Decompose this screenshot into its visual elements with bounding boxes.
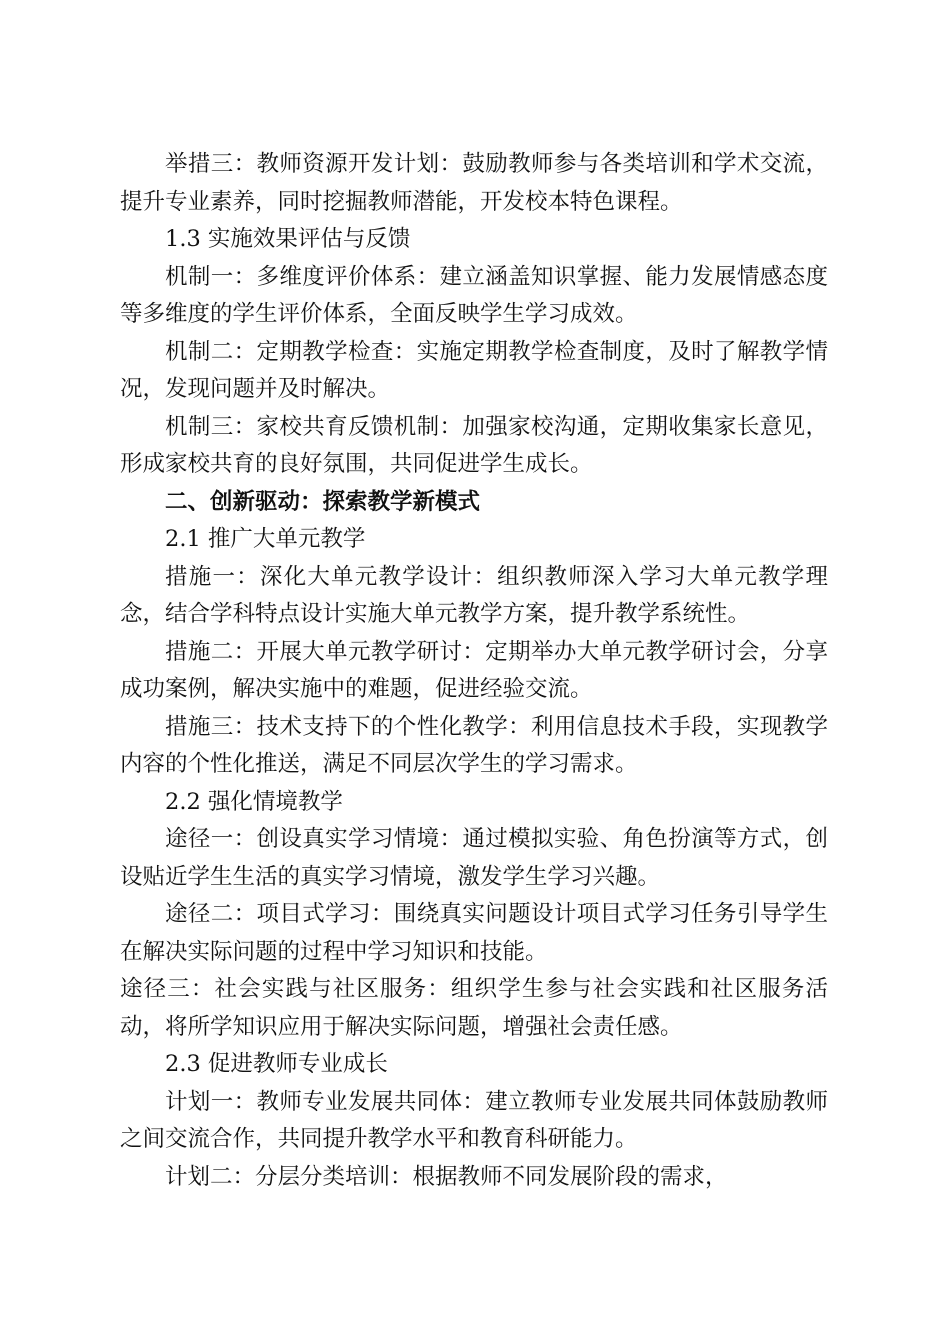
- paragraph: 措施三：技术支持下的个性化教学：利用信息技术手段，实现教学内容的个性化推送，满足不同层次学生的学习需求。: [120, 713, 828, 777]
- paragraph: 机制一：多维度评价体系：建立涵盖知识掌握、能力发展情感态度等多维度的学生评价体系，全面反映学生学习成效。: [120, 263, 828, 327]
- paragraph: 措施二：开展大单元教学研讨：定期举办大单元教学研讨会，分享成功案例，解决实施中的难题，促进经验交流。: [120, 638, 828, 702]
- paragraph: 途径三：社会实践与社区服务：组织学生参与社会实践和社区服务活动，将所学知识应用于解决实际问题，增强社会责任感。: [120, 976, 828, 1040]
- paragraph: 机制二：定期教学检查：实施定期教学检查制度，及时了解教学情况，发现问题并及时解决。: [120, 338, 828, 402]
- section-heading: 2.3 促进教师专业成长: [165, 1051, 388, 1077]
- section-heading: 2.1 推广大单元教学: [165, 526, 366, 552]
- paragraph: 措施一：深化大单元教学设计：组织教师深入学习大单元教学理念，结合学科特点设计实施大单元教学方案，提升教学系统性。: [120, 563, 828, 627]
- paragraph: 举措三：教师资源开发计划：鼓励教师参与各类培训和学术交流，提升专业素养，同时挖掘教师潜能，开发校本特色课程。: [120, 151, 828, 215]
- paragraph: 机制三：家校共育反馈机制：加强家校沟通，定期收集家长意见，形成家校共育的良好氛围，共同促进学生成长。: [120, 413, 828, 477]
- chapter-heading: 二、创新驱动：探索教学新模式: [165, 488, 481, 515]
- paragraph: 计划一：教师专业发展共同体：建立教师专业发展共同体鼓励教师之间交流合作，共同提升教学水平和教育科研能力。: [120, 1088, 828, 1152]
- section-heading: 1.3 实施效果评估与反馈: [165, 226, 411, 252]
- section-heading: 2.2 强化情境教学: [165, 788, 343, 815]
- paragraph: 计划二：分层分类培训：根据教师不同发展阶段的需求，: [165, 1163, 728, 1190]
- paragraph: 途径一：创设真实学习情境：通过模拟实验、角色扮演等方式，创设贴近学生生活的真实学习情境，激发学生学习兴趣。: [120, 826, 828, 890]
- paragraph: 途径二：项目式学习：围绕真实问题设计项目式学习任务引导学生在解决实际问题的过程中学习知识和技能。: [120, 901, 828, 965]
- document-body: [120, 146, 828, 1196]
